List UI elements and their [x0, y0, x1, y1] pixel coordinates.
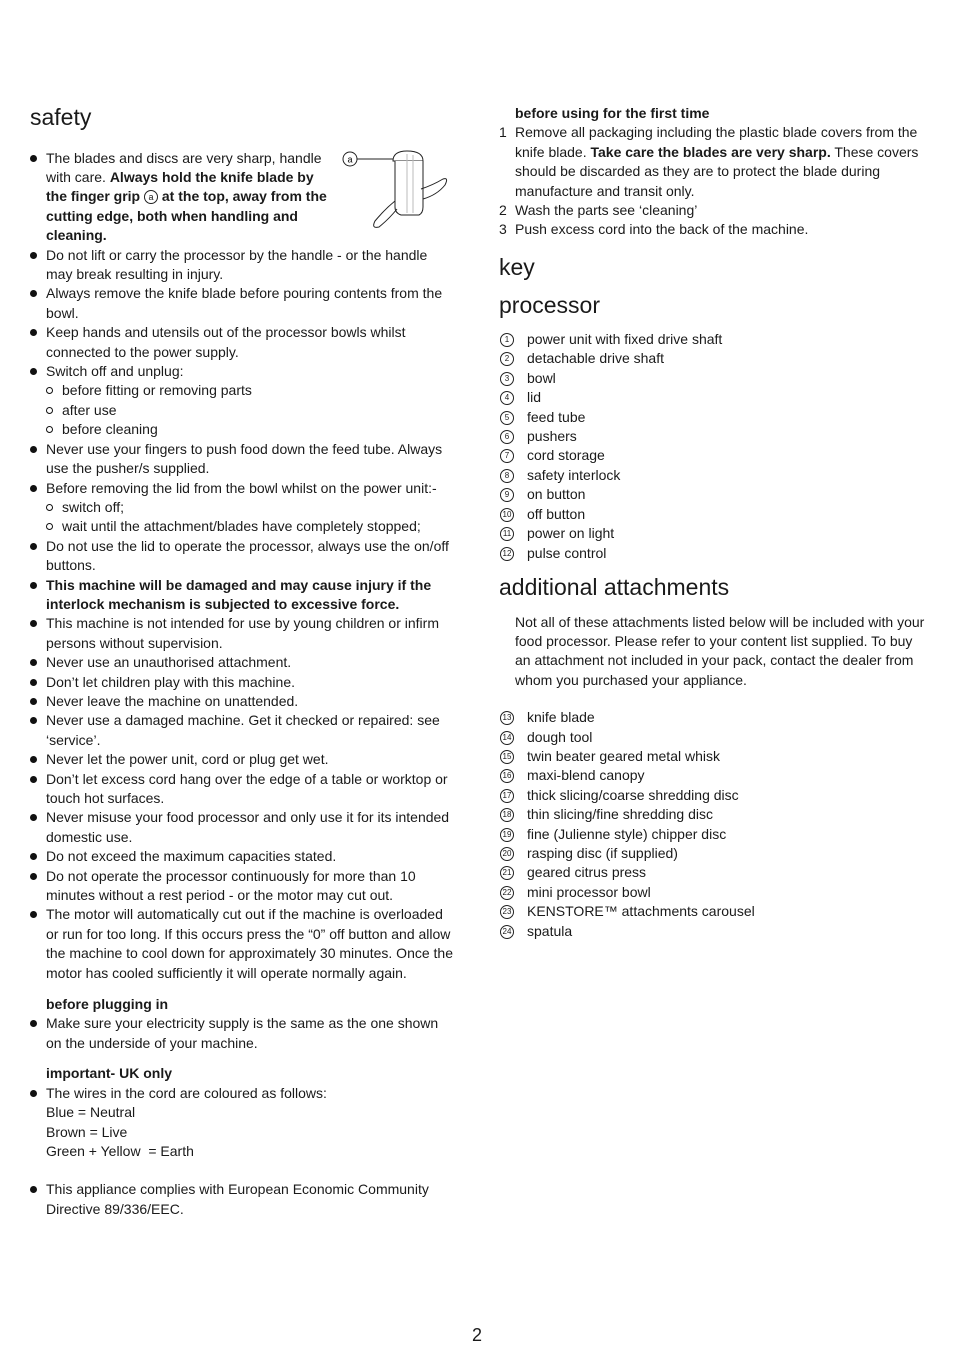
- number-marker: 7: [500, 449, 514, 463]
- number-marker: 6: [500, 430, 514, 444]
- key-item: [499, 524, 929, 543]
- number-marker: 17: [500, 789, 514, 803]
- key-label: bowl: [527, 369, 556, 386]
- list-item: Do not use the lid to operate the processor, always use the on/off buttons.: [30, 537, 455, 576]
- attachments-heading: additional attachments: [499, 573, 730, 600]
- step-item: 3 Push excess cord into the back of the machine.: [499, 221, 809, 238]
- key-label: lid: [527, 389, 542, 406]
- key-item: [499, 485, 929, 504]
- number-marker: 21: [500, 866, 514, 880]
- grip-marker: a: [144, 190, 158, 204]
- lid-sublist: [30, 498, 455, 537]
- key-label: dough tool: [527, 728, 593, 745]
- list-item: Never misuse your food processor and only use it for its intended domestic use.: [30, 808, 455, 847]
- key-label: on button: [527, 486, 586, 503]
- list-item: Keep hands and utensils out of the processor bowls whilst connected to the power supply.: [30, 323, 455, 362]
- key-label: geared citrus press: [527, 864, 647, 881]
- wire-blue: Blue = Neutral: [46, 1104, 136, 1121]
- list-item: Do not lift or carry the processor by the handle - or the handle may break resulting in injury.: [30, 246, 455, 285]
- page-number: 2: [471, 1325, 482, 1345]
- list-item: Before removing the lid from the bowl whilst on the power unit:-: [30, 479, 455, 498]
- key-item: [499, 408, 929, 427]
- key-item: [499, 708, 929, 727]
- key-item: [499, 544, 929, 563]
- key-item: [499, 825, 929, 844]
- list-item: Make sure your electricity supply is the same as the one shown on the underside of your machine.: [30, 1014, 455, 1053]
- uk-only-list: [30, 1084, 455, 1103]
- list-item: Switch off and unplug:: [30, 362, 455, 381]
- knife-blade-illustration: [341, 149, 451, 239]
- key-item: [499, 388, 929, 407]
- list-item: This machine is not intended for use by young children or infirm persons without supervision.: [30, 614, 455, 653]
- safety-list: [30, 537, 455, 983]
- number-marker: 3: [500, 372, 514, 386]
- key-label: fine (Julienne style) chipper disc: [527, 825, 727, 842]
- number-marker: 16: [500, 769, 514, 783]
- list-item: Don’t let excess cord hang over the edge of a table or worktop or touch hot surfaces.: [30, 770, 455, 809]
- first-use-heading: before using for the first time: [515, 105, 710, 121]
- list-item: The wires in the cord are coloured as follows:: [30, 1084, 455, 1103]
- directive-list: [30, 1180, 455, 1219]
- key-label: pushers: [527, 428, 577, 445]
- left-column: [30, 104, 455, 1219]
- key-label: twin beater geared metal whisk: [527, 747, 720, 764]
- number-marker: 24: [500, 925, 514, 939]
- key-label: off button: [527, 505, 586, 522]
- uk-only-heading: important- UK only: [46, 1065, 172, 1082]
- key-label: rasping disc (if supplied): [527, 844, 678, 861]
- key-item: [499, 349, 929, 368]
- key-label: thin slicing/fine shredding disc: [527, 806, 713, 823]
- key-label: power on light: [527, 525, 615, 542]
- illustration-label: a: [347, 154, 353, 165]
- key-item: [499, 863, 929, 882]
- key-label: knife blade: [527, 709, 595, 726]
- number-marker: 22: [500, 886, 514, 900]
- sub-item: wait until the attachment/blades have completely stopped;: [30, 517, 455, 536]
- list-item-warning: This machine will be damaged and may cause injury if the interlock mechanism is subjected to excessive force.: [30, 576, 455, 615]
- number-marker: 20: [500, 847, 514, 861]
- processor-heading: processor: [499, 292, 600, 319]
- number-marker: 1: [500, 333, 514, 347]
- step-item: 2 Wash the parts see ‘cleaning’: [499, 202, 698, 219]
- safety-list: [30, 246, 455, 382]
- number-marker: 15: [500, 750, 514, 764]
- number-marker: 13: [500, 711, 514, 725]
- key-item: [499, 427, 929, 446]
- key-label: cord storage: [527, 447, 605, 464]
- number-marker: 10: [500, 508, 514, 522]
- sub-item: before cleaning: [30, 420, 455, 439]
- key-item: [499, 883, 929, 902]
- wire-green-yellow: Green + Yellow = Earth: [46, 1142, 194, 1159]
- number-marker: 5: [500, 411, 514, 425]
- number-marker: 4: [500, 391, 514, 405]
- list-item: Always remove the knife blade before pouring contents from the bowl.: [30, 284, 455, 323]
- number-marker: 8: [500, 469, 514, 483]
- key-item: [499, 728, 929, 747]
- number-marker: 23: [500, 905, 514, 919]
- key-item: [499, 766, 929, 785]
- key-label: power unit with fixed drive shaft: [527, 331, 723, 348]
- unplug-sublist: [30, 381, 455, 439]
- safety-list: [30, 440, 455, 498]
- key-item: [499, 369, 929, 388]
- key-item: [499, 446, 929, 465]
- key-heading: key: [499, 253, 535, 280]
- key-list: [499, 330, 929, 563]
- list-item: Do not operate the processor continuously for more than 10 minutes without a rest period - or the motor may cut out.: [30, 867, 455, 906]
- key-item: [499, 786, 929, 805]
- attachments-intro: Not all of these attachments listed below will be included with your food processor. Please refer to your content list supplied. To buy an attachment not included in your pack, contact the dealer from whom you purchased your appliance.: [515, 613, 925, 688]
- number-marker: 9: [500, 488, 514, 502]
- key-label: spatula: [527, 922, 573, 939]
- sub-item: before fitting or removing parts: [30, 381, 455, 400]
- number-marker: 11: [500, 527, 514, 541]
- list-item: Never use a damaged machine. Get it checked or repaired: see ‘service’.: [30, 711, 455, 750]
- key-label: maxi-blend canopy: [527, 767, 645, 784]
- key-item: [499, 805, 929, 824]
- wire-brown: Brown = Live: [46, 1123, 128, 1140]
- number-marker: 2: [500, 352, 514, 366]
- key-item: [499, 922, 929, 941]
- key-label: detachable drive shaft: [527, 350, 664, 367]
- safety-heading: safety: [30, 104, 92, 130]
- key-label: feed tube: [527, 408, 586, 425]
- key-item: [499, 747, 929, 766]
- right-column: [499, 104, 929, 941]
- number-marker: 14: [500, 731, 514, 745]
- list-item: Do not exceed the maximum capacities stated.: [30, 847, 455, 866]
- number-marker: 19: [500, 828, 514, 842]
- number-marker: 12: [500, 547, 514, 561]
- key-label: pulse control: [527, 544, 607, 561]
- first-use-steps: [499, 123, 929, 239]
- key-label: KENSTORE™ attachments carousel: [527, 903, 755, 920]
- list-item: Never use an unauthorised attachment.: [30, 653, 455, 672]
- key-label: thick slicing/coarse shredding disc: [527, 786, 739, 803]
- key-item: [499, 466, 929, 485]
- number-marker: 18: [500, 808, 514, 822]
- sub-item: switch off;: [30, 498, 455, 517]
- key-label: safety interlock: [527, 466, 621, 483]
- before-plugging-heading: before plugging in: [46, 996, 169, 1013]
- list-item: This appliance complies with European Economic Community Directive 89/336/EEC.: [30, 1180, 455, 1219]
- list-item: Never use your fingers to push food down the feed tube. Always use the pusher/s supplied.: [30, 440, 455, 479]
- key-item: [499, 330, 929, 349]
- list-item: The motor will automatically cut out if the machine is overloaded or run for too long. If this occurs press the “0” off button and allow the machine to cool down for approximately 30 minutes. Once the motor has cooled sufficiently it will operate normally again.: [30, 905, 455, 983]
- key-item: [499, 505, 929, 524]
- list-item: Never let the power unit, cord or plug get wet.: [30, 750, 455, 769]
- key-label: mini processor bowl: [527, 883, 651, 900]
- attachments-list: [499, 708, 929, 941]
- key-item: [499, 844, 929, 863]
- list-item: The blades and discs are very sharp, handle with care. Always hold the knife blade by the finger grip a at the top, away from the cutting edge, both when handling and cleaning.: [30, 149, 455, 246]
- safety-intro: [30, 149, 455, 246]
- before-plugging-list: [30, 1014, 455, 1053]
- step-item: 1 Remove all packaging including the plastic blade covers from the knife blade. Take care the blades are very sharp. These covers should be discarded as they are to protect the blade during manufacture and transit only.: [499, 124, 919, 199]
- list-item: Don’t let children play with this machine.: [30, 673, 455, 692]
- sub-item: after use: [30, 401, 455, 420]
- list-item: Never leave the machine on unattended.: [30, 692, 455, 711]
- key-item: [499, 902, 929, 921]
